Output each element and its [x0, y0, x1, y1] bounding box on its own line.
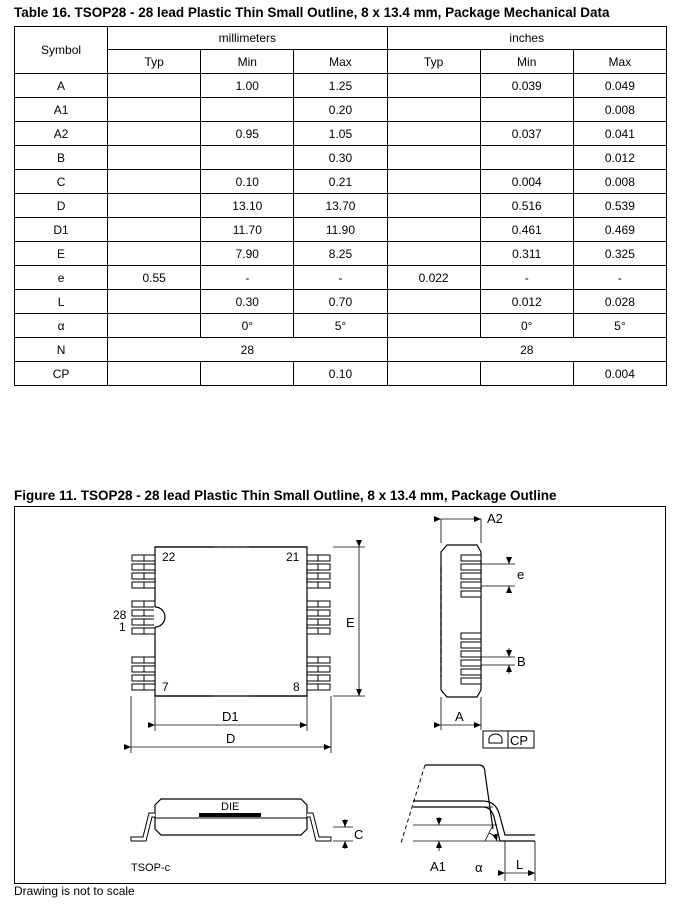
lead	[307, 628, 318, 634]
table-cell: 0.037	[480, 122, 573, 146]
lead	[132, 601, 144, 607]
table-cell	[108, 362, 201, 386]
package-outline-figure	[14, 506, 666, 884]
lead	[132, 610, 144, 616]
table-cell: 1.00	[201, 74, 294, 98]
table-cell	[201, 98, 294, 122]
lead	[461, 564, 481, 570]
table-row	[15, 74, 667, 98]
dim-E-label: E	[346, 615, 355, 630]
lead	[461, 660, 481, 666]
dim-A1-label: A1	[430, 859, 446, 874]
lead	[144, 573, 155, 579]
package-body	[155, 547, 307, 696]
header-in-typ: Typ	[387, 50, 480, 74]
lead	[144, 628, 155, 634]
header-mm-min: Min	[201, 50, 294, 74]
lead	[318, 555, 330, 561]
table-cell: 0.039	[480, 74, 573, 98]
table-cell: -	[573, 266, 666, 290]
lead	[144, 619, 155, 625]
table-title: Table 16. TSOP28 - 28 lead Plastic Thin Small Outline, 8 x 13.4 mm, Package Mechanical Data	[14, 5, 610, 20]
table-cell	[108, 74, 201, 98]
lead	[307, 657, 318, 663]
dim-D1-label: D1	[222, 709, 239, 724]
table-row	[15, 290, 667, 314]
table-cell: 13.70	[294, 194, 387, 218]
table-cell	[387, 122, 480, 146]
table-cell: 28	[108, 338, 387, 362]
table-cell: 0.012	[573, 146, 666, 170]
lead	[132, 573, 144, 579]
table-cell: 0.041	[573, 122, 666, 146]
table-cell: 0.55	[108, 266, 201, 290]
table-cell	[108, 146, 201, 170]
table-cell: 1.25	[294, 74, 387, 98]
lead	[461, 633, 481, 639]
lead	[318, 582, 330, 588]
lead	[144, 675, 155, 681]
table-cell: 0.311	[480, 242, 573, 266]
table-cell	[108, 170, 201, 194]
header-inches: inches	[387, 27, 666, 50]
table-cell: CP	[15, 362, 108, 386]
table-cell	[108, 290, 201, 314]
table-cell: 11.70	[201, 218, 294, 242]
table-cell	[387, 146, 480, 170]
table-cell: D	[15, 194, 108, 218]
table-cell: A1	[15, 98, 108, 122]
table-cell	[108, 194, 201, 218]
table-cell: 0.004	[573, 362, 666, 386]
dim-CP-label: CP	[510, 733, 529, 748]
lead	[318, 628, 330, 634]
table-cell: 0.516	[480, 194, 573, 218]
lead	[132, 657, 144, 663]
table-cell	[387, 194, 480, 218]
package-outline-drawing	[15, 507, 667, 885]
table-cell: 28	[387, 338, 666, 362]
table-row-cp	[15, 362, 667, 386]
table-cell	[387, 362, 480, 386]
pin-28-label: 28	[113, 608, 127, 622]
lead	[132, 684, 144, 690]
lead	[144, 684, 155, 690]
lead	[307, 601, 318, 607]
table-cell: 0.469	[573, 218, 666, 242]
left-pins	[132, 555, 155, 690]
table-row	[15, 218, 667, 242]
dim-A-label: A	[455, 709, 464, 724]
dim-alpha-label: α	[475, 860, 483, 875]
lead	[307, 666, 318, 672]
table-row	[15, 170, 667, 194]
dim-A2-label: A2	[487, 511, 503, 526]
side-view	[441, 511, 534, 748]
lead	[132, 628, 144, 634]
figure-title: Figure 11. TSOP28 - 28 lead Plastic Thin Small Outline, 8 x 13.4 mm, Package Outline	[14, 488, 557, 503]
header-symbol: Symbol	[15, 27, 108, 74]
table-cell: A2	[15, 122, 108, 146]
table-cell: 8.25	[294, 242, 387, 266]
figure-code-label: TSOP-c	[131, 862, 171, 874]
table-cell: -	[480, 266, 573, 290]
lead-detail	[401, 765, 535, 881]
table-cell: 0.30	[201, 290, 294, 314]
top-view	[113, 547, 365, 753]
table-cell: 5°	[294, 314, 387, 338]
table-cell	[201, 362, 294, 386]
right-pins	[307, 555, 330, 690]
table-cell: 0.008	[573, 170, 666, 194]
lead	[132, 555, 144, 561]
lead	[132, 582, 144, 588]
pin-7-label: 7	[162, 680, 169, 694]
scale-note: Drawing is not to scale	[14, 884, 135, 898]
table-cell: 0.10	[201, 170, 294, 194]
lead	[318, 601, 330, 607]
lead	[144, 666, 155, 672]
lead	[307, 573, 318, 579]
lead	[318, 684, 330, 690]
table-cell	[108, 122, 201, 146]
lead	[144, 610, 155, 616]
front-view	[131, 799, 363, 874]
table-cell: 0.10	[294, 362, 387, 386]
table-cell: 0.539	[573, 194, 666, 218]
lead	[144, 601, 155, 607]
lead	[132, 619, 144, 625]
table-cell: 0.95	[201, 122, 294, 146]
lead	[461, 642, 481, 648]
table-cell: D1	[15, 218, 108, 242]
header-millimeters: millimeters	[108, 27, 387, 50]
pin-21-label: 21	[286, 550, 300, 564]
table-row-n	[15, 338, 667, 362]
table-cell	[480, 98, 573, 122]
lead	[461, 555, 481, 561]
lead	[307, 684, 318, 690]
lead	[318, 573, 330, 579]
lead	[307, 675, 318, 681]
table-cell	[387, 290, 480, 314]
table-cell	[387, 218, 480, 242]
table-cell: 11.90	[294, 218, 387, 242]
table-cell: E	[15, 242, 108, 266]
lead	[144, 582, 155, 588]
header-mm-max: Max	[294, 50, 387, 74]
table-row	[15, 122, 667, 146]
lead	[461, 651, 481, 657]
table-cell: 5°	[573, 314, 666, 338]
table-cell	[480, 146, 573, 170]
dim-D-label: D	[226, 731, 236, 746]
dim-L-label: L	[516, 857, 524, 872]
mechanical-data-table	[14, 26, 667, 386]
lead	[318, 675, 330, 681]
dim-e-label: e	[517, 567, 525, 582]
lead	[132, 564, 144, 570]
table-cell: 0.022	[387, 266, 480, 290]
table-row	[15, 314, 667, 338]
table-cell: 0.004	[480, 170, 573, 194]
table-cell: 0.325	[573, 242, 666, 266]
lead	[307, 582, 318, 588]
lead	[461, 591, 481, 597]
lead	[144, 657, 155, 663]
table-cell: 0.049	[573, 74, 666, 98]
table-cell	[108, 218, 201, 242]
lead	[318, 610, 330, 616]
pin-1-label: 1	[119, 620, 126, 634]
table-cell	[108, 242, 201, 266]
lead	[318, 666, 330, 672]
lead	[132, 675, 144, 681]
table-cell: 0.008	[573, 98, 666, 122]
dim-B-label: B	[517, 654, 526, 669]
lead	[132, 666, 144, 672]
table-cell: -	[201, 266, 294, 290]
table-body	[15, 74, 667, 338]
lead	[318, 564, 330, 570]
dim-C-label: C	[354, 827, 364, 842]
header-mm-typ: Typ	[108, 50, 201, 74]
table-cell: 0°	[201, 314, 294, 338]
pin-8-label: 8	[293, 680, 300, 694]
table-cell: B	[15, 146, 108, 170]
die	[199, 813, 261, 817]
table-cell: 0.30	[294, 146, 387, 170]
table-cell: 0.461	[480, 218, 573, 242]
table-cell	[480, 362, 573, 386]
lead	[144, 555, 155, 561]
table-cell: α	[15, 314, 108, 338]
lead	[461, 678, 481, 684]
pin-22-label: 22	[162, 550, 176, 564]
die-label: DIE	[221, 801, 240, 813]
table-cell: 0.21	[294, 170, 387, 194]
table-cell: 0.028	[573, 290, 666, 314]
lead	[144, 564, 155, 570]
table-cell: 0.70	[294, 290, 387, 314]
lead	[318, 619, 330, 625]
table-cell	[387, 74, 480, 98]
table-cell: A	[15, 74, 108, 98]
table-cell: 0.012	[480, 290, 573, 314]
lead	[461, 582, 481, 588]
table-cell: e	[15, 266, 108, 290]
table-cell: N	[15, 338, 108, 362]
table-cell	[387, 170, 480, 194]
lead	[307, 610, 318, 616]
table-cell	[108, 98, 201, 122]
lead	[307, 555, 318, 561]
table-row	[15, 146, 667, 170]
table-cell	[387, 242, 480, 266]
table-row	[15, 194, 667, 218]
table-cell: L	[15, 290, 108, 314]
table-cell: 0°	[480, 314, 573, 338]
table-cell	[387, 314, 480, 338]
table-cell: 13.10	[201, 194, 294, 218]
lead	[307, 564, 318, 570]
lead	[307, 619, 318, 625]
table-cell	[108, 314, 201, 338]
table-cell: -	[294, 266, 387, 290]
header-in-max: Max	[573, 50, 666, 74]
table-cell: C	[15, 170, 108, 194]
table-cell: 1.05	[294, 122, 387, 146]
table-cell	[387, 98, 480, 122]
lead	[318, 657, 330, 663]
table-row	[15, 98, 667, 122]
lead	[461, 573, 481, 579]
lead	[461, 669, 481, 675]
table-cell	[201, 146, 294, 170]
table-cell: 0.20	[294, 98, 387, 122]
table-cell: 7.90	[201, 242, 294, 266]
table-row	[15, 242, 667, 266]
header-in-min: Min	[480, 50, 573, 74]
table-row	[15, 266, 667, 290]
